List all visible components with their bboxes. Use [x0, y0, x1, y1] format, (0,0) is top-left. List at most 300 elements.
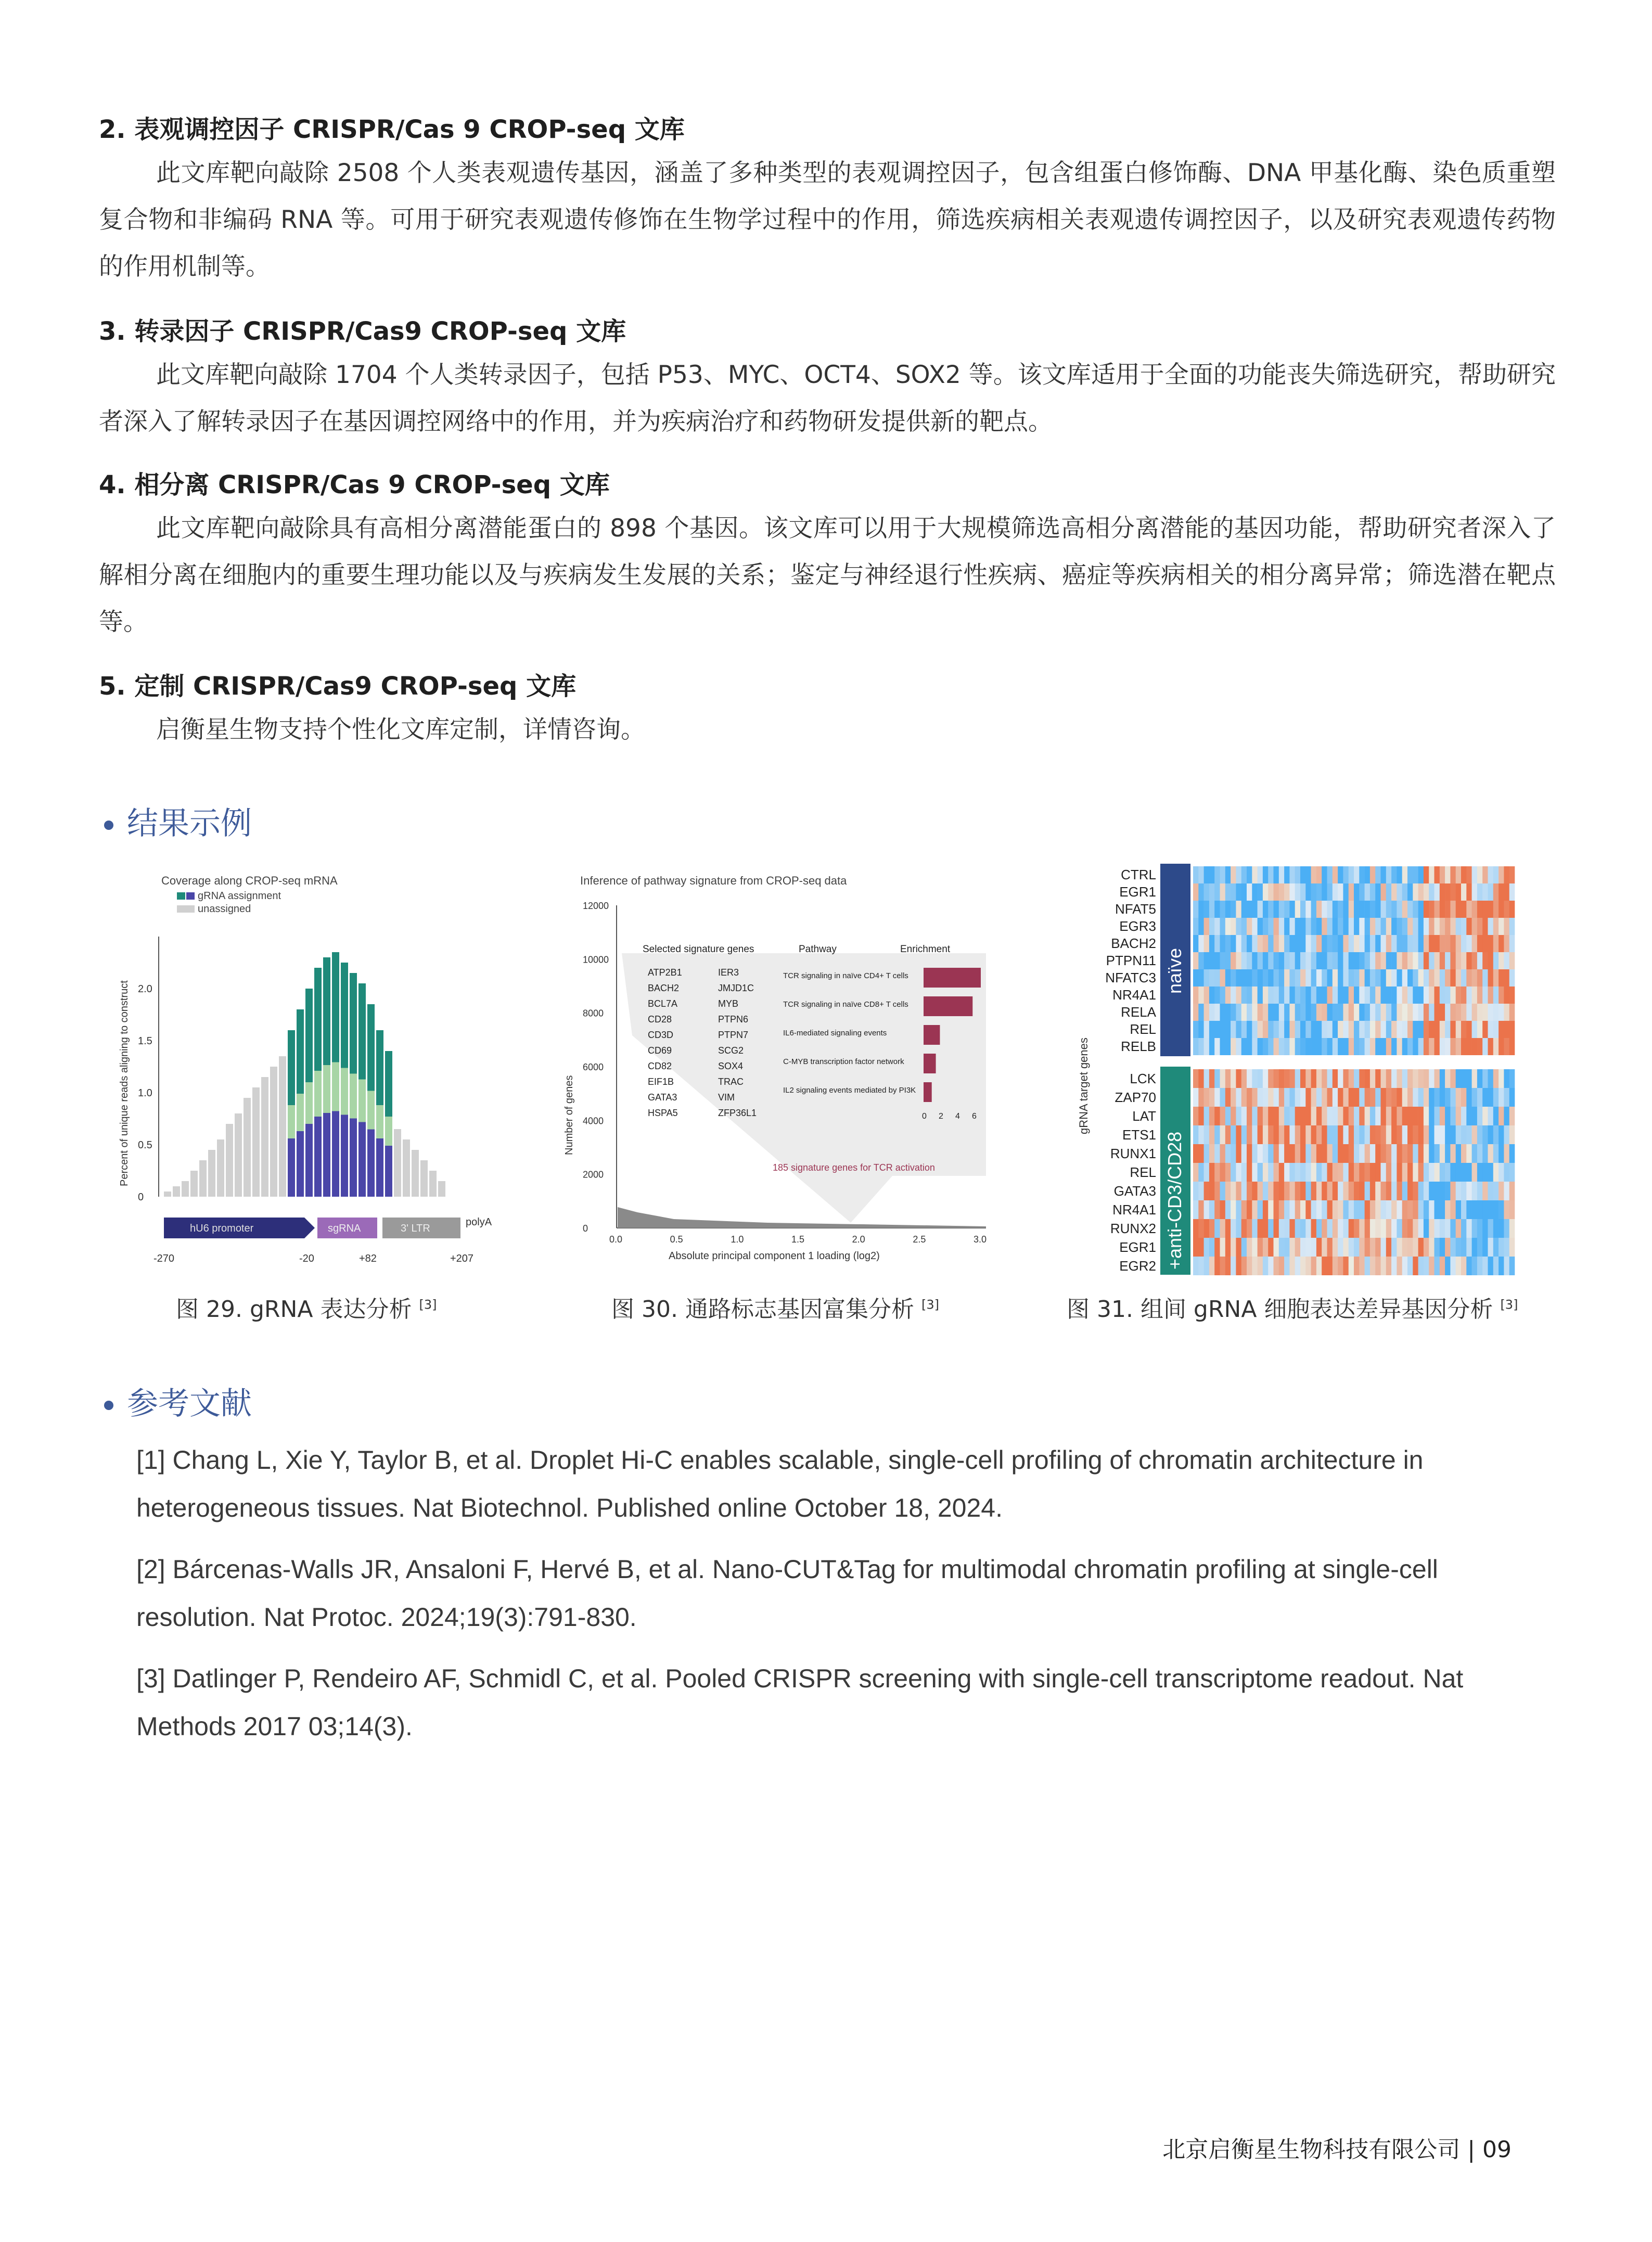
heatmap-cell: [1386, 883, 1392, 901]
heatmap-cell: [1359, 1200, 1365, 1219]
heatmap-cell: [1375, 1125, 1381, 1144]
heatmap-cell: [1333, 952, 1338, 969]
y-tick-label: 0: [583, 1223, 588, 1234]
heatmap-cell: [1407, 1163, 1413, 1182]
heatmap-row-label: NR4A1: [1112, 987, 1156, 1003]
heatmap-cell: [1279, 1163, 1285, 1182]
heatmap-cell: [1268, 1004, 1274, 1021]
heatmap-cell: [1284, 1219, 1290, 1238]
y-tick-label: 0.5: [138, 1139, 152, 1151]
heatmap-cell: [1402, 1163, 1408, 1182]
heatmap-cell: [1349, 883, 1354, 901]
heatmap-cell: [1365, 1238, 1371, 1257]
heatmap-cell: [1263, 866, 1269, 883]
heatmap-cell: [1402, 883, 1408, 901]
heatmap-cell: [1413, 1200, 1418, 1219]
heatmap-cell: [1461, 1038, 1467, 1055]
heatmap-cell: [1327, 1257, 1333, 1275]
heatmap-cell: [1488, 1021, 1494, 1038]
bar-assigned-green: [350, 1074, 357, 1119]
heatmap-cell: [1509, 1021, 1515, 1038]
heatmap-cell: [1349, 1004, 1354, 1021]
heatmap-cell: [1429, 883, 1435, 901]
heatmap-cell: [1214, 1125, 1220, 1144]
heatmap-cell: [1488, 1107, 1494, 1125]
heatmap-cell: [1391, 918, 1397, 935]
enrichment-bar: [924, 996, 972, 1016]
heatmap-cell: [1225, 1069, 1231, 1088]
heatmap-cell: [1349, 935, 1354, 952]
heatmap-cell: [1305, 1257, 1311, 1275]
heatmap-cell: [1268, 952, 1274, 969]
heatmap-cell: [1316, 935, 1322, 952]
heatmap-cell: [1295, 1021, 1301, 1038]
heatmap-cell: [1402, 901, 1408, 918]
heatmap-cell: [1311, 1069, 1317, 1088]
heatmap-cell: [1289, 918, 1295, 935]
heatmap-cell: [1477, 1004, 1483, 1021]
heatmap-cell: [1193, 1088, 1199, 1107]
heatmap-cell: [1424, 918, 1429, 935]
heatmap-cell: [1386, 1182, 1392, 1200]
heatmap-cell: [1236, 1219, 1241, 1238]
heatmap-cell: [1477, 1163, 1483, 1182]
heatmap-cell: [1349, 1219, 1354, 1238]
heatmap-cell: [1193, 1107, 1199, 1125]
heatmap-cell: [1305, 1182, 1311, 1200]
heatmap-cell: [1450, 883, 1456, 901]
heatmap-cell: [1370, 1200, 1376, 1219]
heatmap-cell: [1300, 901, 1306, 918]
heatmap-cell: [1435, 1219, 1440, 1238]
heatmap-cell: [1193, 1200, 1199, 1219]
heatmap-cell: [1472, 1257, 1478, 1275]
x-tick-label: 2.0: [852, 1234, 865, 1245]
heatmap-cell: [1418, 1038, 1424, 1055]
heatmap-cell: [1499, 1200, 1504, 1219]
heatmap-cell: [1386, 1200, 1392, 1219]
heatmap-cell: [1365, 935, 1371, 952]
heatmap-cell: [1209, 1219, 1215, 1238]
heatmap-cell: [1198, 1088, 1204, 1107]
heatmap-cell: [1279, 1125, 1285, 1144]
heatmap-cell: [1305, 935, 1311, 952]
heatmap-cell: [1311, 935, 1317, 952]
heatmap-cell: [1375, 866, 1381, 883]
heatmap-cell: [1241, 1107, 1247, 1125]
heatmap-cell: [1450, 1004, 1456, 1021]
heatmap-cell: [1279, 1200, 1285, 1219]
heatmap-cell: [1193, 866, 1199, 883]
heatmap-cell: [1456, 1144, 1462, 1163]
heatmap-cell: [1300, 1088, 1306, 1107]
bar-assigned-purple: [314, 1117, 322, 1197]
section-body-custom: 启衡星生物支持个性化文库定制，详情咨询。: [156, 715, 645, 744]
heatmap-cell: [1300, 866, 1306, 883]
heatmap-cell: [1252, 935, 1258, 952]
heatmap-cell: [1343, 969, 1349, 987]
heatmap-chart: [1061, 864, 1545, 1280]
heatmap-cell: [1509, 883, 1515, 901]
heatmap-cell: [1493, 866, 1499, 883]
heatmap-cell: [1316, 1038, 1322, 1055]
heatmap-cell: [1477, 866, 1483, 883]
heatmap-cell: [1482, 883, 1488, 901]
heatmap-cell: [1279, 935, 1285, 952]
heatmap-cell: [1284, 1088, 1290, 1107]
heatmap-cell: [1247, 901, 1252, 918]
heatmap-cell: [1381, 969, 1387, 987]
bar-unassigned: [244, 1098, 251, 1197]
heatmap-cell: [1407, 918, 1413, 935]
heatmap-cell: [1204, 1238, 1210, 1257]
heatmap-cell: [1322, 1125, 1327, 1144]
heatmap-cell: [1365, 866, 1371, 883]
heatmap-cell: [1236, 1200, 1241, 1219]
heatmap-cell: [1268, 1238, 1274, 1257]
gene-label: MYB: [718, 998, 739, 1009]
heatmap-cell: [1445, 1144, 1451, 1163]
heatmap-cell: [1359, 1069, 1365, 1088]
heatmap-cell: [1349, 987, 1354, 1004]
bar-assigned-purple: [305, 1124, 313, 1197]
heatmap-cell: [1220, 1200, 1226, 1219]
heatmap-cell: [1252, 1200, 1258, 1219]
heatmap-cell: [1268, 1144, 1274, 1163]
heatmap-cell: [1236, 1144, 1241, 1163]
heatmap-cell: [1466, 1238, 1472, 1257]
heatmap-cell: [1440, 1125, 1445, 1144]
heatmap-cell: [1263, 1238, 1269, 1257]
heatmap-cell: [1241, 1088, 1247, 1107]
heatmap-cell: [1386, 1021, 1392, 1038]
heatmap-cell: [1456, 1200, 1462, 1219]
heatmap-cell: [1220, 987, 1226, 1004]
section-title-custom: 5. 定制 CRISPR/Cas9 CROP-seq 文库: [99, 672, 577, 701]
inset-header: Pathway: [799, 944, 837, 955]
bar-assigned-purple: [341, 1115, 348, 1197]
heatmap-cell: [1236, 952, 1241, 969]
heatmap-cell: [1198, 1200, 1204, 1219]
heatmap-cell: [1450, 987, 1456, 1004]
heatmap-cell: [1407, 866, 1413, 883]
heatmap-cell: [1402, 1182, 1408, 1200]
bullet-icon: [104, 821, 113, 830]
heatmap-cell: [1258, 1125, 1263, 1144]
heatmap-cell: [1349, 1257, 1354, 1275]
heatmap-cell: [1354, 935, 1360, 952]
heatmap-row-label: RELB: [1121, 1038, 1156, 1054]
heatmap-cell: [1482, 1163, 1488, 1182]
heatmap-cell: [1311, 1038, 1317, 1055]
heatmap-cell: [1343, 1144, 1349, 1163]
heatmap-cell: [1466, 935, 1472, 952]
heatmap-cell: [1440, 1257, 1445, 1275]
heatmap-cell: [1274, 1088, 1279, 1107]
heatmap-cell: [1391, 901, 1397, 918]
heatmap-cell: [1488, 987, 1494, 1004]
heatmap-cell: [1509, 1219, 1515, 1238]
heatmap-cell: [1338, 935, 1343, 952]
heatmap-cell: [1258, 883, 1263, 901]
heatmap-cell: [1407, 901, 1413, 918]
heatmap-cell: [1204, 987, 1210, 1004]
heatmap-cell: [1456, 1107, 1462, 1125]
heatmap-cell: [1311, 1257, 1317, 1275]
heatmap-cell: [1402, 952, 1408, 969]
heatmap-cell: [1418, 935, 1424, 952]
inset-header: Selected signature genes: [643, 944, 754, 955]
heatmap-cell: [1279, 987, 1285, 1004]
heatmap-cell: [1284, 935, 1290, 952]
heatmap-cell: [1338, 1200, 1343, 1219]
heatmap-cell: [1424, 1004, 1429, 1021]
heatmap-cell: [1456, 1219, 1462, 1238]
heatmap-cell: [1370, 1125, 1376, 1144]
heatmap-cell: [1391, 1182, 1397, 1200]
heatmap-cell: [1214, 918, 1220, 935]
heatmap-cell: [1445, 1088, 1451, 1107]
heatmap-cell: [1349, 1069, 1354, 1088]
heatmap-cell: [1456, 969, 1462, 987]
gene-label: JMJD1C: [718, 983, 754, 993]
heatmap-cell: [1391, 1219, 1397, 1238]
heatmap-cell: [1370, 1182, 1376, 1200]
heatmap-cell: [1236, 1038, 1241, 1055]
pathway-label: IL6-mediated signaling events: [783, 1029, 887, 1037]
heatmap-cell: [1482, 1182, 1488, 1200]
heatmap-cell: [1322, 866, 1327, 883]
heatmap-cell: [1214, 1238, 1220, 1257]
heatmap-cell: [1322, 1163, 1327, 1182]
bar-assigned-teal: [385, 1051, 392, 1117]
heatmap-cell: [1445, 1021, 1451, 1038]
heatmap-cell: [1461, 1219, 1467, 1238]
heatmap-cell: [1279, 1144, 1285, 1163]
heatmap-cell: [1322, 969, 1327, 987]
heatmap-cell: [1333, 1238, 1338, 1257]
group-label-naive: naïve: [1164, 947, 1185, 994]
heatmap-cell: [1386, 1004, 1392, 1021]
heatmap-cell: [1365, 918, 1371, 935]
heatmap-cell: [1220, 1004, 1226, 1021]
pathway-label: TCR signaling in naïve CD4+ T cells: [783, 971, 908, 980]
heatmap-cell: [1327, 987, 1333, 1004]
heatmap-cell: [1461, 1125, 1467, 1144]
heatmap-cell: [1193, 1004, 1199, 1021]
heatmap-cell: [1488, 1238, 1494, 1257]
heatmap-cell: [1445, 1125, 1451, 1144]
heatmap-cell: [1279, 1107, 1285, 1125]
heatmap-cell: [1365, 1088, 1371, 1107]
heatmap-cell: [1274, 987, 1279, 1004]
y-tick-label: 4000: [583, 1116, 604, 1126]
heatmap-cell: [1477, 1069, 1483, 1088]
heatmap-cell: [1504, 987, 1509, 1004]
heatmap-cell: [1225, 969, 1231, 987]
heatmap-cell: [1509, 1038, 1515, 1055]
heatmap-cell: [1413, 1107, 1418, 1125]
heatmap-cell: [1499, 1069, 1504, 1088]
heatmap-cell: [1397, 1200, 1402, 1219]
heatmap-cell: [1289, 1107, 1295, 1125]
heatmap-cell: [1305, 952, 1311, 969]
heatmap-cell: [1450, 1163, 1456, 1182]
heatmap-cell: [1504, 969, 1509, 987]
heatmap-cell: [1241, 1004, 1247, 1021]
legend-unassigned: unassigned: [198, 903, 251, 915]
heatmap-cell: [1413, 918, 1418, 935]
heatmap-cell: [1391, 866, 1397, 883]
heatmap-cell: [1322, 935, 1327, 952]
heatmap-cell: [1370, 952, 1376, 969]
heatmap-cell: [1493, 1004, 1499, 1021]
heatmap-cell: [1300, 1069, 1306, 1088]
heatmap-cell: [1236, 918, 1241, 935]
heatmap-cell: [1274, 969, 1279, 987]
pathway-label: C-MYB transcription factor network: [783, 1057, 904, 1066]
heatmap-cell: [1198, 952, 1204, 969]
heatmap-cell: [1209, 901, 1215, 918]
heatmap-cell: [1305, 1107, 1311, 1125]
heatmap-cell: [1284, 866, 1290, 883]
heatmap-cell: [1435, 935, 1440, 952]
heatmap-cell: [1499, 1088, 1504, 1107]
heatmap-cell: [1365, 1038, 1371, 1055]
heatmap-cell: [1300, 1163, 1306, 1182]
heatmap-cell: [1327, 1163, 1333, 1182]
heatmap-cell: [1391, 935, 1397, 952]
heatmap-cell: [1295, 1144, 1301, 1163]
heatmap-cell: [1204, 952, 1210, 969]
bar-assigned-green: [323, 1065, 330, 1113]
heatmap-cell: [1204, 866, 1210, 883]
heatmap-cell: [1274, 1144, 1279, 1163]
heatmap-cell: [1349, 952, 1354, 969]
heatmap-cell: [1236, 1107, 1241, 1125]
heatmap-cell: [1370, 1004, 1376, 1021]
heatmap-cell: [1472, 1021, 1478, 1038]
heatmap-cell: [1300, 1182, 1306, 1200]
heatmap-cell: [1193, 987, 1199, 1004]
bar-assigned-purple: [358, 1122, 366, 1197]
heatmap-cell: [1499, 1038, 1504, 1055]
heatmap-cell: [1493, 1021, 1499, 1038]
heatmap-cell: [1482, 1004, 1488, 1021]
heatmap-cell: [1375, 1107, 1381, 1125]
heatmap-cell: [1236, 1004, 1241, 1021]
heatmap-cell: [1209, 1238, 1215, 1257]
heatmap-cell: [1370, 883, 1376, 901]
heatmap-cell: [1268, 866, 1274, 883]
heatmap-cell: [1322, 1238, 1327, 1257]
heatmap-cell: [1429, 1004, 1435, 1021]
heatmap-cell: [1450, 1219, 1456, 1238]
y-axis-label: Number of genes: [564, 1075, 575, 1155]
heatmap-cell: [1450, 1038, 1456, 1055]
heatmap-cell: [1316, 1238, 1322, 1257]
heatmap-cell: [1488, 1069, 1494, 1088]
heatmap-cell: [1268, 1125, 1274, 1144]
heatmap-cell: [1258, 1021, 1263, 1038]
heatmap-cell: [1456, 987, 1462, 1004]
bar-unassigned: [182, 1181, 189, 1197]
heatmap-cell: [1236, 1088, 1241, 1107]
heatmap-cell: [1279, 1257, 1285, 1275]
heatmap-cell: [1220, 1257, 1226, 1275]
heatmap-cell: [1413, 1219, 1418, 1238]
heatmap-cell: [1209, 918, 1215, 935]
heatmap-cell: [1381, 883, 1387, 901]
heatmap-cell: [1440, 1069, 1445, 1088]
heatmap-cell: [1289, 1238, 1295, 1257]
heatmap-cell: [1193, 1182, 1199, 1200]
heatmap-cell: [1274, 1107, 1279, 1125]
heatmap-cell: [1279, 1182, 1285, 1200]
heatmap-cell: [1493, 1219, 1499, 1238]
heatmap-cell: [1311, 952, 1317, 969]
heatmap-cell: [1386, 1038, 1392, 1055]
heatmap-cell: [1509, 1257, 1515, 1275]
heatmap-cell: [1477, 1088, 1483, 1107]
heatmap-cell: [1322, 1182, 1327, 1200]
heatmap-cell: [1499, 1125, 1504, 1144]
heatmap-cell: [1499, 1107, 1504, 1125]
heatmap-cell: [1305, 987, 1311, 1004]
heatmap-cell: [1407, 1238, 1413, 1257]
gene-label: BCL7A: [648, 998, 678, 1009]
heatmap-cell: [1365, 1125, 1371, 1144]
heatmap-cell: [1279, 1021, 1285, 1038]
heatmap-cell: [1402, 935, 1408, 952]
heatmap-cell: [1493, 918, 1499, 935]
heatmap-cell: [1214, 1069, 1220, 1088]
heatmap-cell: [1274, 1238, 1279, 1257]
heatmap-cell: [1225, 1038, 1231, 1055]
heatmap-cell: [1456, 883, 1462, 901]
heatmap-cell: [1456, 901, 1462, 918]
heatmap-cell: [1214, 1021, 1220, 1038]
heatmap-cell: [1499, 1219, 1504, 1238]
heatmap-cell: [1435, 952, 1440, 969]
heatmap-cell: [1279, 1069, 1285, 1088]
heatmap-cell: [1338, 1182, 1343, 1200]
heatmap-cell: [1198, 918, 1204, 935]
heatmap-cell: [1424, 1182, 1429, 1200]
heatmap-cell: [1504, 1088, 1509, 1107]
heatmap-cell: [1333, 1088, 1338, 1107]
heatmap-cell: [1214, 1038, 1220, 1055]
heatmap-cell: [1472, 987, 1478, 1004]
figure-heatmap: [1061, 864, 1545, 1280]
heatmap-cell: [1198, 987, 1204, 1004]
heatmap-cell: [1499, 866, 1504, 883]
heatmap-cell: [1424, 1021, 1429, 1038]
heatmap-cell: [1450, 901, 1456, 918]
heatmap-cell: [1397, 1182, 1402, 1200]
heatmap-cell: [1391, 1088, 1397, 1107]
heatmap-cell: [1504, 935, 1509, 952]
heatmap-cell: [1472, 1004, 1478, 1021]
heatmap-cell: [1413, 987, 1418, 1004]
heatmap-cell: [1220, 1125, 1226, 1144]
heatmap-cell: [1466, 1038, 1472, 1055]
heatmap-cell: [1263, 1021, 1269, 1038]
heatmap-cell: [1274, 1200, 1279, 1219]
construct-tick: -20: [299, 1253, 314, 1264]
gene-label: CD3D: [648, 1030, 674, 1040]
heatmap-cell: [1289, 1200, 1295, 1219]
